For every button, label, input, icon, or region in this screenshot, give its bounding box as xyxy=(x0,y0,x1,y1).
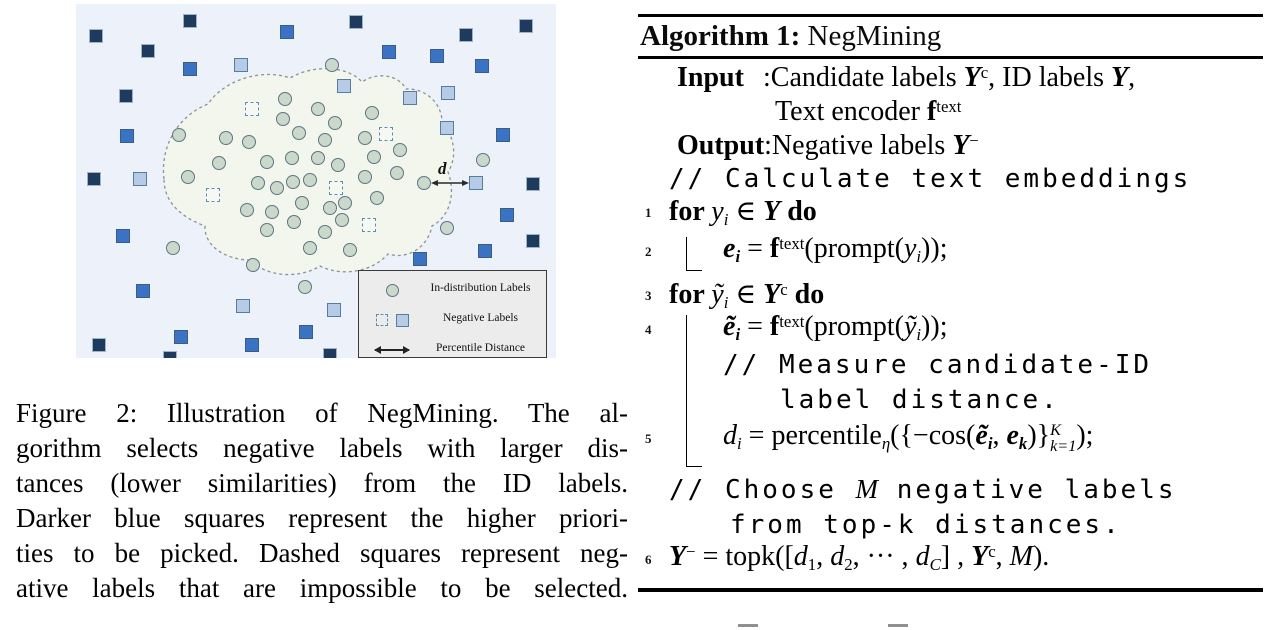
algorithm-line: 5 di = percentileη({−cos(ẽi, ek)} K k=1 ); xyxy=(645,420,1094,456)
legend-label: In-distribution Labels xyxy=(430,282,531,294)
rule-top xyxy=(638,14,1263,17)
line-number: 4 xyxy=(645,322,652,337)
algorithm-line: 6 Y− = topk([d1, d2, ··· , dC] , $Y^c$, M). xyxy=(645,541,1050,575)
algorithm-title-number: Algorithm 1: xyxy=(640,20,801,52)
line-number: 1 xyxy=(645,205,652,220)
legend-label: Percentile Distance xyxy=(435,342,526,354)
figure-caption xyxy=(16,396,628,606)
distance-arrow-icon xyxy=(375,349,409,351)
for-loop-bracket-2 xyxy=(686,315,702,467)
cropped-glyph xyxy=(738,624,758,627)
in-distribution-icon xyxy=(386,284,399,297)
rule-under-title xyxy=(638,56,1263,59)
algorithm-line: Input :Candidate labels $Y^c$, ID labels Y, xyxy=(677,62,1136,93)
figure-scatter-panel xyxy=(76,4,556,358)
line-number: 5 xyxy=(645,431,652,446)
for-loop-bracket-1 xyxy=(686,237,702,271)
caption-line: Figure 2: Illustration of NegMining. The al- xyxy=(16,398,628,428)
algorithm-title-name: NegMining xyxy=(800,20,942,52)
algorithm-line: Output:Negative labels Y− xyxy=(677,130,979,161)
sup-sub-stack: K k=1 xyxy=(1050,420,1077,456)
legend-row xyxy=(359,339,546,358)
caption-line: ative labels that are impossible to be selected. xyxy=(16,573,628,603)
line-number: 6 xyxy=(645,552,652,567)
cropped-glyph xyxy=(888,624,908,627)
algorithm-line: Text encoder $f^{text}$ xyxy=(775,96,962,127)
algorithm-title xyxy=(640,20,941,53)
line-number: 2 xyxy=(645,244,652,259)
algorithm-line: // Measure candidate-ID xyxy=(723,350,1153,380)
algorithm-line: 2 ei = $f^{text}(prompt(yi))$; xyxy=(645,233,948,267)
algorithm-line: 3 for ỹi ∈ $Y^c$ do xyxy=(645,279,825,313)
caption-line: gorithm selects negative labels with larger dis- xyxy=(16,433,628,463)
algorithm-box xyxy=(638,0,1263,630)
line-number: 3 xyxy=(645,288,652,303)
figure-legend xyxy=(358,270,547,358)
algorithm-line: // Calculate text embeddings xyxy=(669,164,1192,194)
negative-square-icon xyxy=(396,314,409,327)
caption-line: tances (lower similarities) from the ID labels. xyxy=(16,468,628,498)
caption-line: Darker blue squares represent the higher priori- xyxy=(16,503,628,533)
caption-line: ties to be picked. Dashed squares represent neg- xyxy=(16,538,628,568)
legend-row xyxy=(359,309,546,331)
distance-d-label: d xyxy=(438,159,447,178)
legend-label: Negative Labels xyxy=(442,312,519,324)
legend-row xyxy=(359,279,546,301)
rule-bottom xyxy=(638,588,1263,592)
algorithm-line: 4 ẽi = $f^{text}(prompt(ỹi))$; xyxy=(645,311,948,345)
algorithm-line: // Choose M negative labels xyxy=(669,474,1177,505)
algorithm-line: from top-k distances. xyxy=(730,510,1122,540)
dashed-square-icon xyxy=(376,314,388,326)
algorithm-line: label distance. xyxy=(780,385,1060,415)
algorithm-line: 1 for yi ∈ Y do xyxy=(645,196,817,230)
